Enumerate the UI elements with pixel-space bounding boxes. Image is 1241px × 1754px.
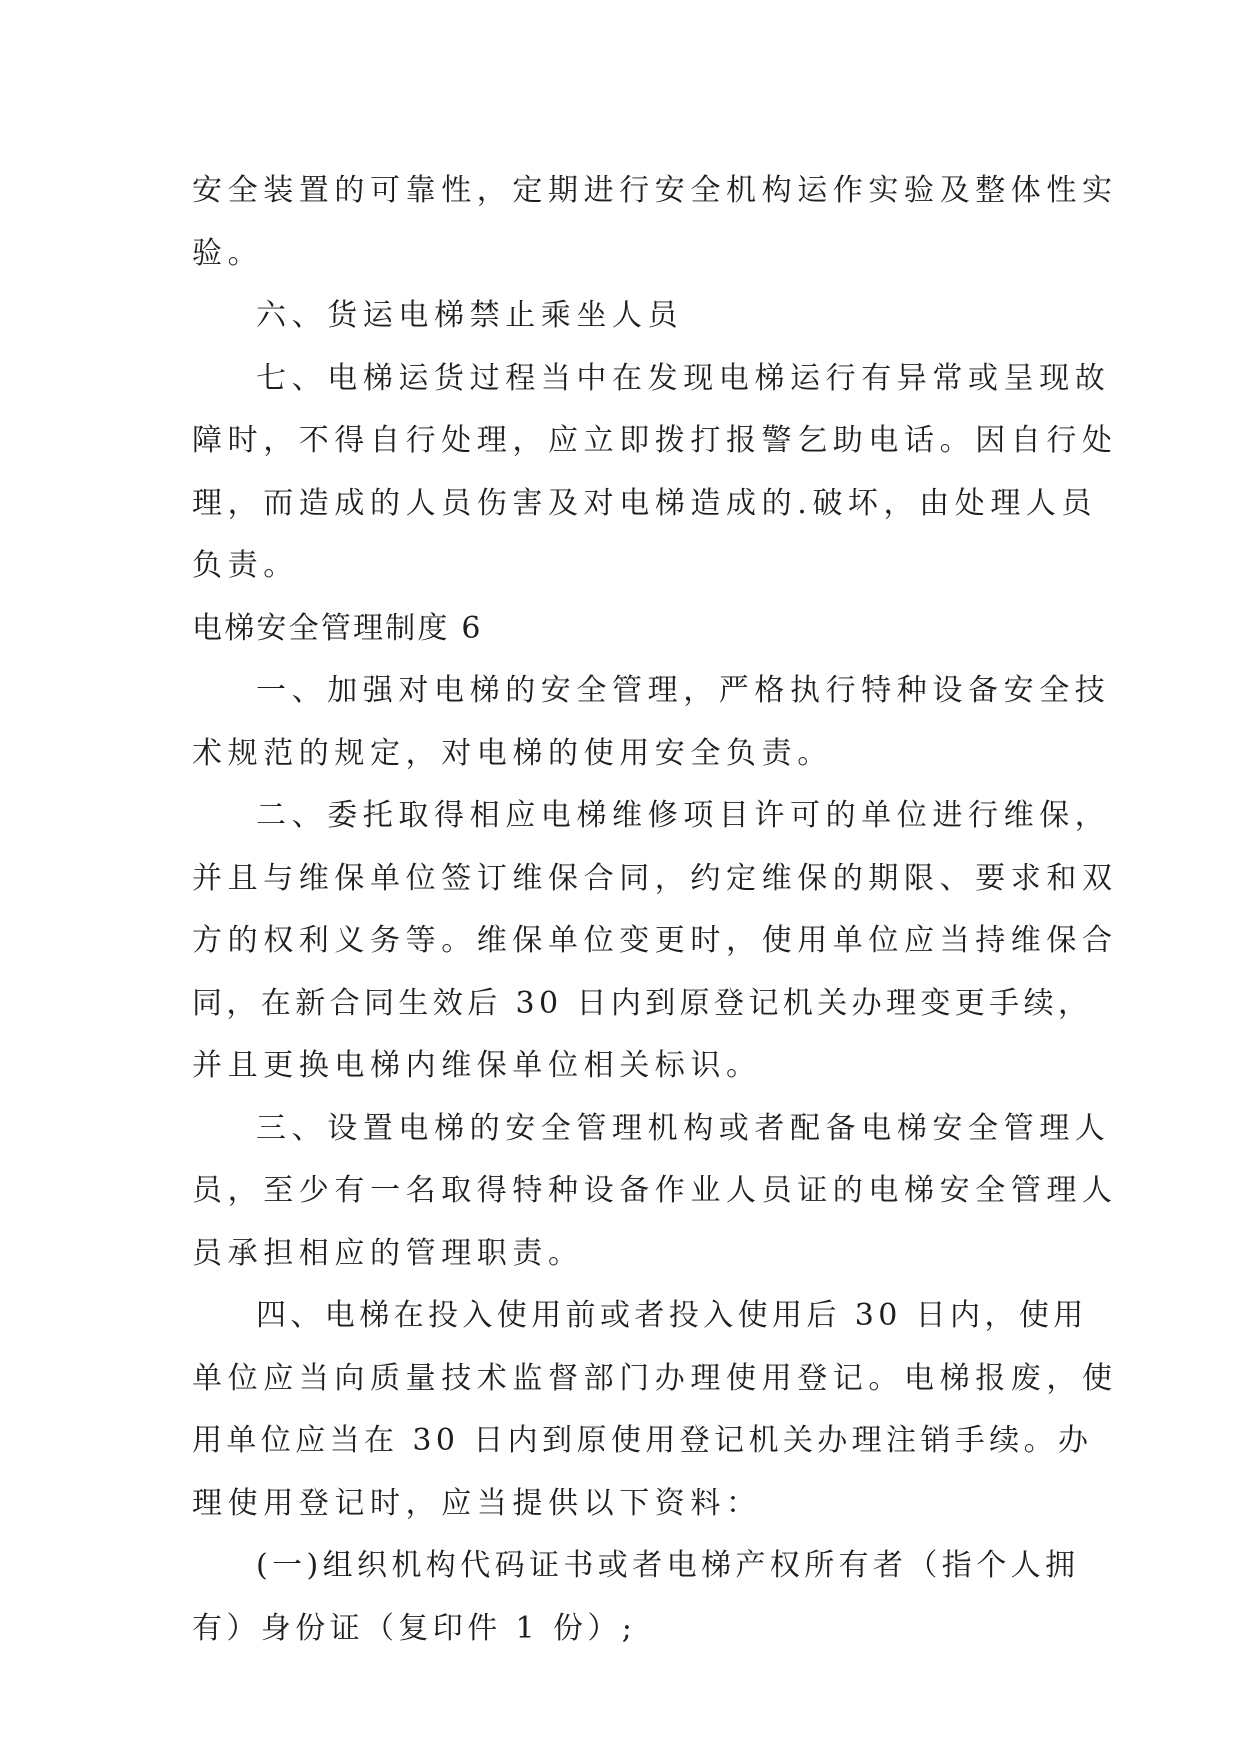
text-line: 理使用登记时，应当提供以下资料：: [192, 1485, 762, 1521]
list-item-three: 三、设置电梯的安全管理机构或者配备电梯安全管理人: [256, 1110, 1111, 1146]
sub-item-one: (一)组织机构代码证书或者电梯产权所有者（指个人拥: [256, 1548, 1080, 1583]
text-line: 负责。: [192, 548, 299, 583]
text-line: 安全装置的可靠性，定期进行安全机构运作实验及整体性实: [192, 173, 1118, 208]
text-line: 用单位应当在 30 日内到原使用登记机关办理注销手续。办: [192, 1423, 1093, 1458]
list-item-four: 四、电梯在投入使用前或者投入使用后 30 日内，使用: [256, 1298, 1088, 1333]
text-line: 术规范的规定，对电梯的使用安全负责。: [192, 735, 833, 771]
text-line: 障时，不得自行处理，应立即拨打报警乞助电话。因自行处: [192, 423, 1118, 458]
text-line: 同，在新合同生效后 30 日内到原登记机关办理变更手续，: [192, 985, 1093, 1021]
text-line: 理，而造成的人员伤害及对电梯造成的.破坏，由处理人员: [192, 485, 1098, 521]
text-line: 方的权利义务等。维保单位变更时，使用单位应当持维保合: [192, 923, 1118, 958]
text-line: 有）身份证（复印件 1 份）;: [192, 1610, 637, 1646]
list-item-two: 二、委托取得相应电梯维修项目许可的单位进行维保，: [256, 798, 1111, 833]
section-heading: 电梯安全管理制度 6: [192, 610, 483, 646]
text-line: 验。: [192, 235, 264, 271]
list-item-one: 一、加强对电梯的安全管理，严格执行特种设备安全技: [256, 673, 1111, 708]
document-body: [192, 160, 1118, 1660]
text-line: 并且与维保单位签订维保合同，约定维保的期限、要求和双: [192, 860, 1118, 896]
text-line: 员，至少有一名取得特种设备作业人员证的电梯安全管理人: [192, 1173, 1118, 1208]
text-line: 员承担相应的管理职责。: [192, 1235, 584, 1271]
text-line: 单位应当向质量技术监督部门办理使用登记。电梯报废，使: [192, 1360, 1118, 1396]
list-item-six: 六、货运电梯禁止乘坐人员: [256, 298, 684, 333]
list-item-seven: 七、电梯运货过程当中在发现电梯运行有异常或呈现故: [256, 360, 1111, 396]
text-line: 并且更换电梯内维保单位相关标识。: [192, 1048, 762, 1083]
